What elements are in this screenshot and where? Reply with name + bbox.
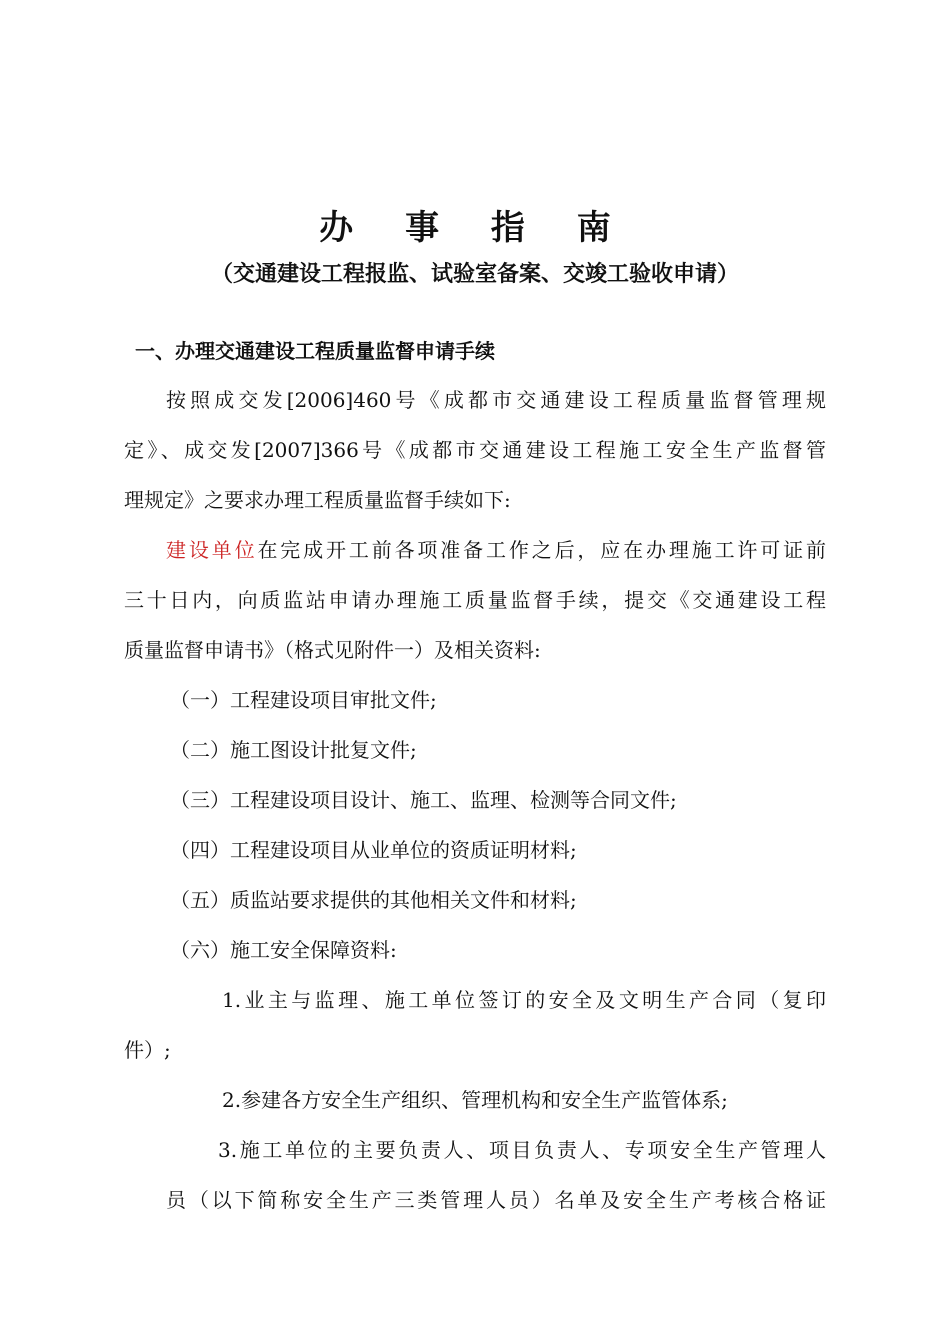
paragraph-2-line-1 xyxy=(166,534,826,566)
paragraph-2-line-3: 质量监督申请书》（格式见附件一）及相关资料: xyxy=(124,638,541,662)
list-item: （五）质监站要求提供的其他相关文件和材料; xyxy=(170,888,577,912)
list-item: （六）施工安全保障资料: xyxy=(170,938,397,962)
list-item: （一）工程建设项目审批文件; xyxy=(170,688,437,712)
section-heading: 一、办理交通建设工程质量监督申请手续 xyxy=(135,339,495,363)
document-title: 办 事 指 南 xyxy=(319,208,631,248)
sub-item-3-line-2: 员（以下简称安全生产三类管理人员）名单及安全生产考核合格证 xyxy=(166,1188,826,1212)
sub-item-2: 2.参建各方安全生产组织、管理机构和安全生产监管体系; xyxy=(222,1088,728,1112)
sub-item-1-line-2: 件）; xyxy=(124,1038,171,1062)
paragraph-2-line-1-rest: 在完成开工前各项准备工作之后，应在办理施工许可证前 xyxy=(257,538,827,562)
paragraph-1-line-3: 理规定》之要求办理工程质量监督手续如下: xyxy=(124,488,511,512)
list-item: （三）工程建设项目设计、施工、监理、检测等合同文件; xyxy=(170,788,677,812)
highlight-construction-unit: 建设单位 xyxy=(166,538,258,562)
paragraph-1-line-1: 按照成交发[2006]460号《成都市交通建设工程质量监督管理规 xyxy=(166,388,826,412)
sub-item-1-line-1: 1.业主与监理、施工单位签订的安全及文明生产合同（复印 xyxy=(222,988,826,1012)
list-item: （四）工程建设项目从业单位的资质证明材料; xyxy=(170,838,577,862)
sub-item-3-line-1: 3.施工单位的主要负责人、项目负责人、专项安全生产管理人 xyxy=(218,1138,826,1162)
document-subtitle: （交通建设工程报监、试验室备案、交竣工验收申请） xyxy=(210,262,739,287)
list-item: （二）施工图设计批复文件; xyxy=(170,738,417,762)
paragraph-2-line-2: 三十日内，向质监站申请办理施工质量监督手续，提交《交通建设工程 xyxy=(124,588,826,612)
paragraph-1-line-2: 定》、成交发[2007]366号《成都市交通建设工程施工安全生产监督管 xyxy=(124,438,826,462)
